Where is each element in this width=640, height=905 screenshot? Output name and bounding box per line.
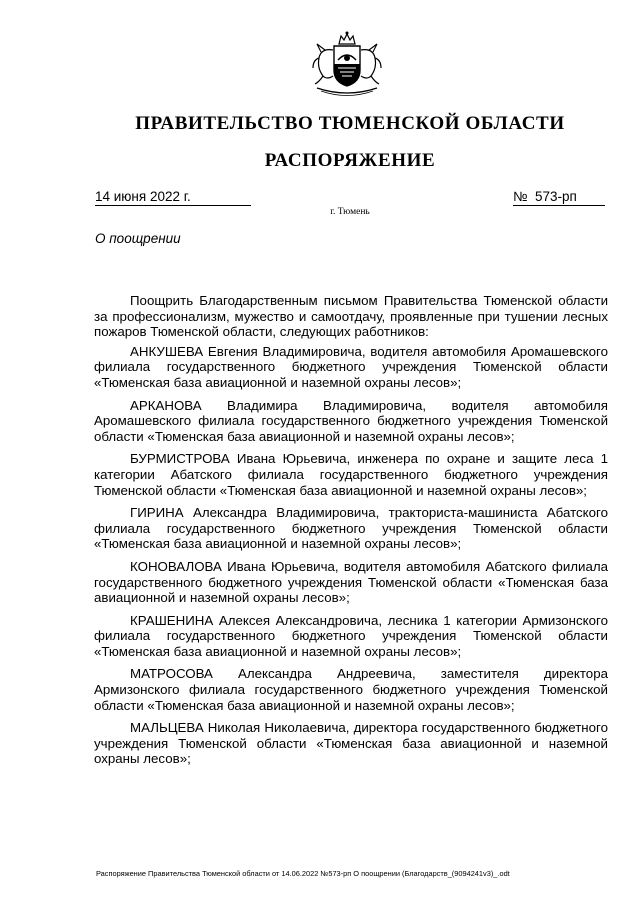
person-paragraph: КОНОВАЛОВА Ивана Юрьевича, водителя автомобиля Абатского филиала государственного бюджетного учреждения Тюменской области «Тюменская база авиационной и наземной охраны лесов»; — [94, 558, 608, 606]
number-sign: № — [513, 189, 528, 204]
document-number-field — [513, 189, 605, 206]
document-city: г. Тюмень — [330, 207, 370, 217]
document-footer: Распоряжение Правительства Тюменской области от 14.06.2022 №573-рп О поощрении (Благодарств_(9094241v3)_.odt — [96, 869, 510, 878]
government-title: ПРАВИТЕЛЬСТВО ТЮМЕНСКОЙ ОБЛАСТИ — [135, 113, 565, 134]
document-type-title: РАСПОРЯЖЕНИЕ — [264, 150, 436, 171]
person-paragraph: АНКУШЕВА Евгения Владимировича, водителя автомобиля Аромашевского филиала государственного бюджетного учреждения Тюменской области «Тюменская база авиационной и наземной охраны лесов»; — [94, 343, 608, 390]
person-paragraph: КРАШЕНИНА Алексея Александровича, лесника 1 категории Армизонского филиала государственного бюджетного учреждения Тюменской области «Тюменская база авиационной и наземной охраны лесов»; — [94, 612, 608, 659]
person-paragraph: МАТРОСОВА Александра Андреевича, заместителя директора Армизонского филиала государственного бюджетного учреждения Тюменской области «Тюменская база авиационной и наземной охраны лесов»; — [94, 666, 608, 713]
document-subject: О поощрении — [95, 231, 181, 246]
person-paragraph: ГИРИНА Александра Владимировича, тракториста-машиниста Абатского филиала государственного бюджетного учреждения Тюменской области «Тюменская база авиационной и наземной охраны лесов»; — [94, 505, 608, 552]
document-body — [94, 293, 608, 774]
person-paragraph: АРКАНОВА Владимира Владимировича, водителя автомобиля Аромашевского филиала государственного бюджетного учреждения Тюменской области «Тюменская база авиационной и наземной охраны лесов»; — [94, 397, 608, 444]
person-paragraph: БУРМИСТРОВА Ивана Юрьевича, инженера по охране и защите леса 1 категории Абатского филиала государственного бюджетного учреждения Тюменской области «Тюменская база авиационной и наземной охраны лесов»; — [94, 451, 608, 498]
intro-paragraph: Поощрить Благодарственным письмом Правительства Тюменской области за профессионализм, мужество и самоотдачу, проявленные при тушении лесных пожаров Тюменской области, следующих работников: — [94, 293, 608, 340]
coat-of-arms-icon — [307, 30, 387, 98]
person-paragraph: МАЛЬЦЕВА Николая Николаевича, директора государственного бюджетного учреждения Тюменской области «Тюменская база авиационной и наземной охраны лесов»; — [94, 720, 608, 767]
document-date: 14 июня 2022 г. — [95, 189, 251, 206]
document-number: 573-рп — [535, 189, 577, 204]
